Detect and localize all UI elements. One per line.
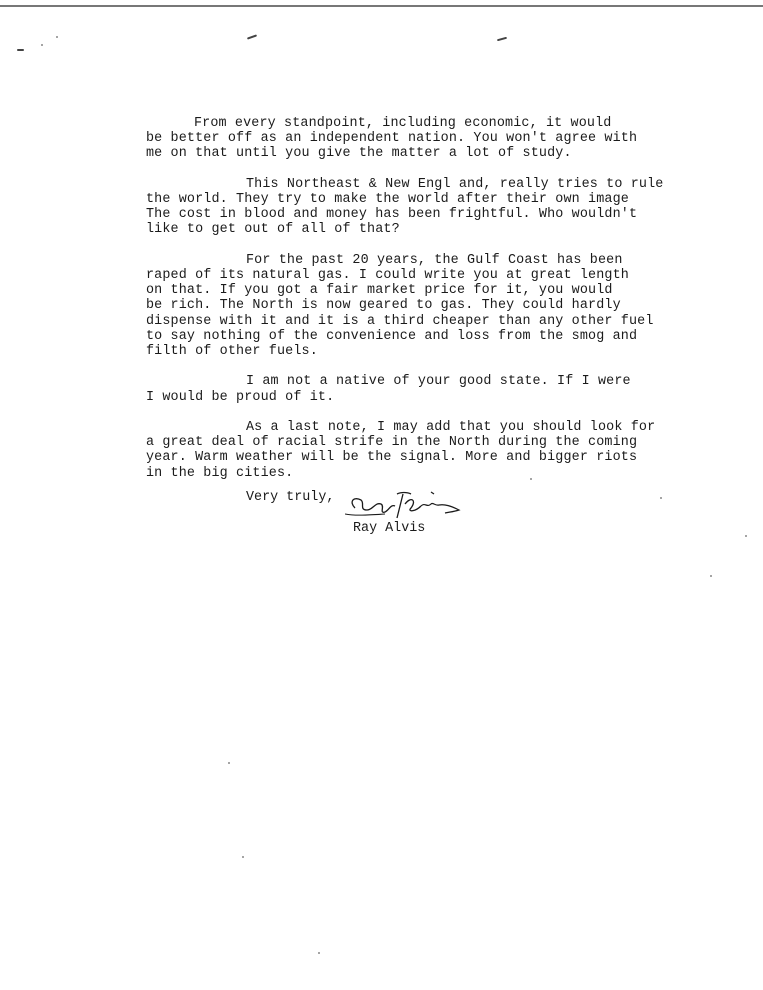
- typed-signature-name: Ray Alvis: [353, 521, 426, 536]
- letter-paragraph-3: For the past 20 years, the Gulf Coast has been raped of its natural gas. I could write you at great length on that. If you got a fair market price for it, you would be rich. The North is now geared to gas. They could hardly dispense with it and it is a third cheaper than any other fuel to say nothing of the convenience and loss from the smog and filth of other fuels.: [146, 252, 654, 360]
- letter-paragraph-2: This Northeast & New Engl and, really tries to rule the world. They try to make the world after their own image The cost in blood and money has been frightful. Who wouldn't like to get out of all of that?: [146, 176, 664, 238]
- letter-paragraph-5: As a last note, I may add that you should look for a great deal of racial strife in the North during the coming year. Warm weather will be the signal. More and bigger riots in the big cities.: [146, 420, 656, 481]
- scan-mark: [497, 37, 507, 42]
- scan-speck: [710, 575, 712, 577]
- letter-paragraph-4: I am not a native of your good state. If I were I would be proud of it.: [146, 374, 631, 405]
- letter-body: [146, 116, 716, 496]
- scan-speck: [242, 856, 244, 858]
- scan-speck: [745, 535, 747, 537]
- letter-closing: Very truly,: [246, 490, 335, 505]
- letter-paragraph-1: From every standpoint, including economic, it would be better off as an independent nation. You won't agree with me on that until you give the matter a lot of study.: [146, 116, 638, 162]
- scan-mark: [17, 49, 24, 51]
- page-top-edge: [0, 5, 763, 7]
- scan-speck: [318, 952, 320, 954]
- scan-speck: [56, 36, 58, 38]
- scan-speck: [660, 497, 662, 499]
- scan-speck: [228, 762, 230, 764]
- scan-mark: [247, 34, 257, 39]
- scan-speck: [41, 44, 43, 46]
